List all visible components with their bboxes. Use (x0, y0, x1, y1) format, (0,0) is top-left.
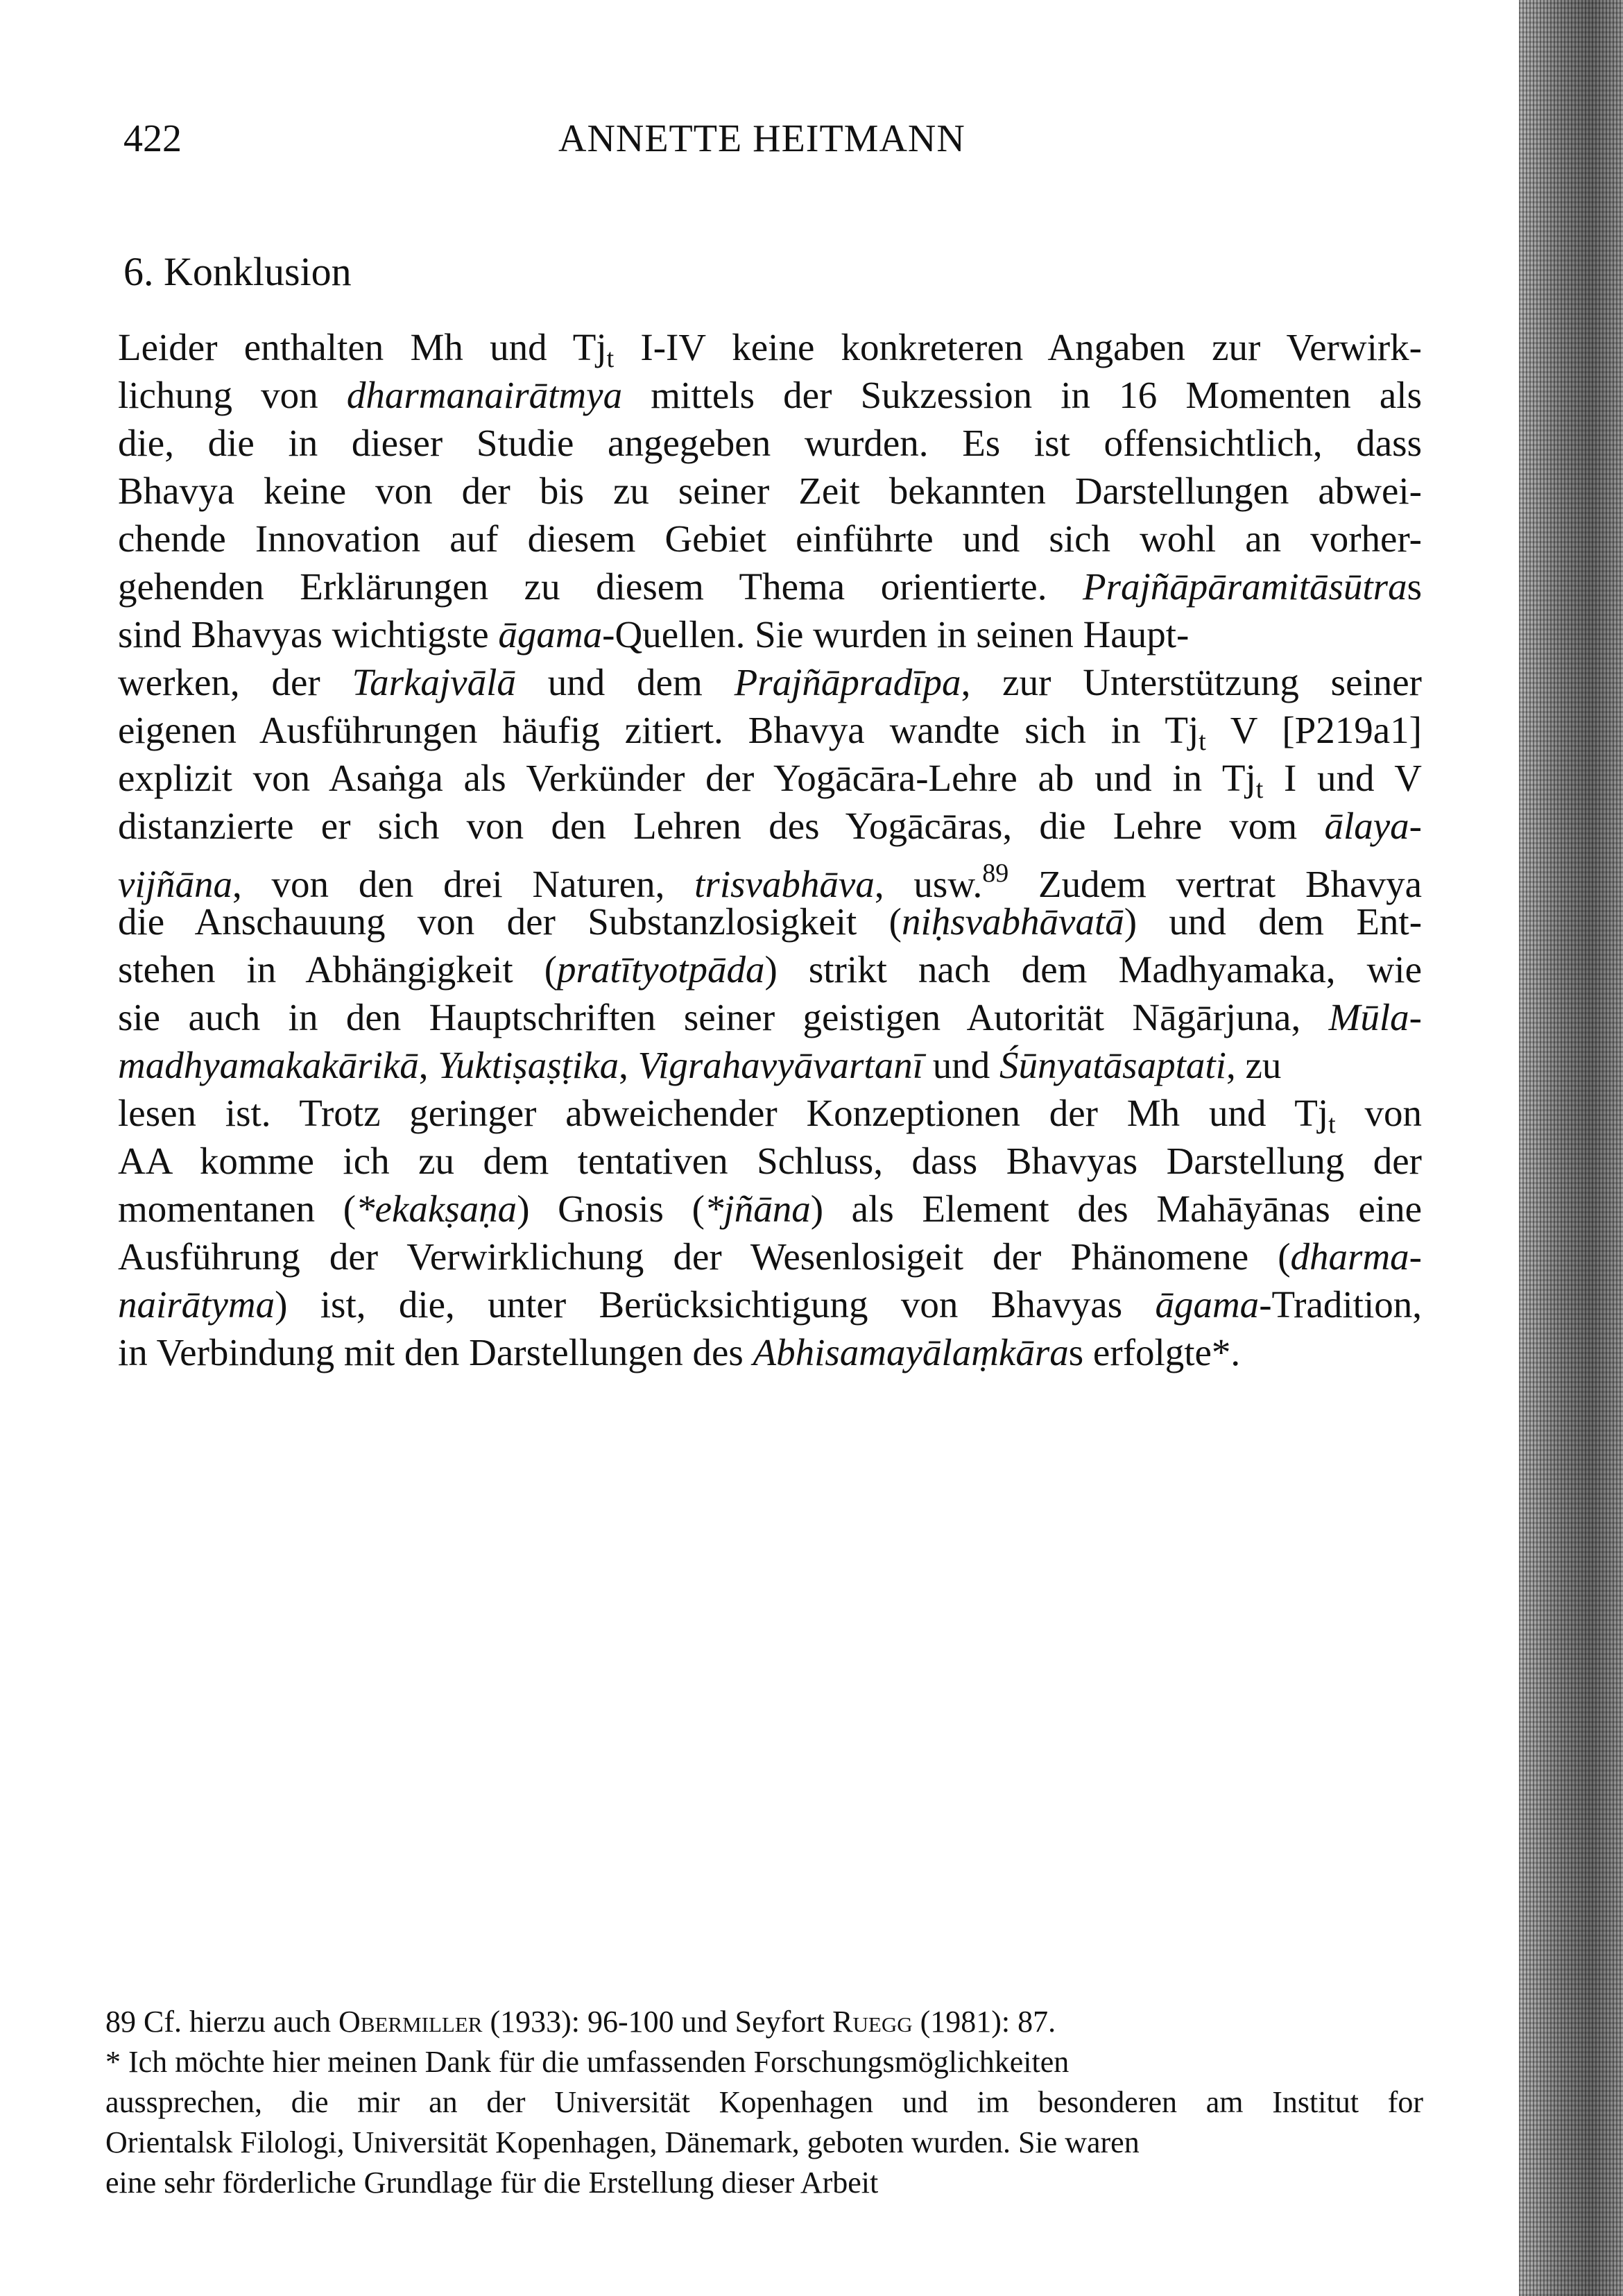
text-run: , (418, 1044, 438, 1086)
text-run: eigenen Ausführungen häufig zitiert. Bhavya wandte sich in Tj (118, 709, 1199, 751)
text-run: sie auch in den Hauptschriften seiner geistigen Autorität Nāgārjuna, (118, 996, 1329, 1038)
italic-term: madhyamakakārikā (118, 1044, 419, 1086)
body-line (118, 802, 1422, 850)
footnote-line (105, 2082, 1423, 2123)
text-run: stehen in Abhängigkeit ( (118, 948, 558, 991)
text-run: I und V (1263, 757, 1422, 799)
section-heading: 6. Konklusion (123, 249, 352, 294)
italic-term: dharmanairātmya (346, 374, 623, 416)
italic-term: ālaya- (1324, 805, 1422, 847)
text-run: Orientalsk Filologi, Universität Kopenhagen, Dänemark, geboten wurden. Sie waren (105, 2125, 1140, 2159)
author-name: Ruegg (832, 2005, 913, 2039)
footnote-reference: 89 (982, 859, 1009, 888)
footnotes (105, 2002, 1423, 2203)
text-run: Bhavya keine von der bis zu seiner Zeit bekannten Darstellungen abwei- (118, 470, 1422, 512)
body-line (118, 1280, 1422, 1328)
italic-term: Abhisamayālaṃkāra (753, 1331, 1069, 1373)
italic-term: nairātyma (118, 1283, 275, 1326)
subscript: t (606, 344, 615, 373)
footnote-line (105, 2163, 1423, 2203)
subscript: t (1328, 1110, 1336, 1139)
text-run: * Ich möchte hier meinen Dank für die umfassenden Forschungsmöglichkeiten (105, 2045, 1070, 2079)
author-name: Obermiller (338, 2005, 483, 2039)
text-run: aussprechen, die mir an der Universität Kopenhagen und im besonderen am Institut for (105, 2085, 1423, 2119)
body-line (118, 993, 1422, 1041)
body-line (118, 1233, 1422, 1280)
italic-term: Śūnyatāsaptati (999, 1044, 1226, 1086)
italic-term: niḥsvabhāvatā (901, 900, 1124, 943)
body-paragraph (118, 323, 1422, 1376)
text-run: ) ist, die, unter Berücksichtigung von Bhavyas (275, 1283, 1156, 1326)
running-title: ANNETTE HEITMANN (558, 117, 965, 160)
body-line (118, 371, 1422, 419)
text-run: die, die in dieser Studie angegeben wurden. Es ist offensichtlich, dass (118, 422, 1422, 464)
body-line (118, 754, 1422, 802)
body-line (118, 850, 1422, 905)
text-run: V [P219a1] (1205, 709, 1422, 751)
text-run: , zu (1226, 1044, 1282, 1086)
text-run: ) als Element des Mahāyānas eine (810, 1188, 1422, 1230)
body-line (118, 1041, 1422, 1089)
text-run: werken, der (118, 661, 352, 703)
italic-term: trisvabhāva (694, 863, 875, 905)
body-line (118, 1328, 1422, 1376)
body-line (118, 610, 1422, 658)
italic-term: Tarkajvālā (352, 661, 516, 703)
italic-term: dharma- (1290, 1235, 1422, 1278)
text-run: und (922, 1044, 999, 1086)
body-line (118, 1185, 1422, 1233)
text-run: , zur Unterstützung seiner (961, 661, 1422, 703)
text-run: lesen ist. Trotz geringer abweichender Konzeptionen der Mh und Tj (118, 1092, 1329, 1134)
running-head (123, 111, 1427, 166)
text-run: ) und dem Ent- (1124, 900, 1423, 943)
body-line (118, 323, 1422, 371)
text-run: AA komme ich zu dem tentativen Schluss, dass Bhavyas Darstellung der (118, 1140, 1422, 1182)
text-run: lichung von (118, 374, 347, 416)
body-line (118, 419, 1422, 467)
text-run: ) Gnosis ( (517, 1188, 705, 1230)
italic-term: Mūla- (1328, 996, 1422, 1038)
text-run: -Quellen. Sie wurden in seinen Haupt- (602, 613, 1190, 656)
text-run: chende Innovation auf diesem Gebiet einführte und sich wohl an vorher- (118, 517, 1422, 560)
text-run: Leider enthalten Mh und Tj (118, 326, 607, 368)
italic-term: *ekakṣaṇa (356, 1188, 517, 1230)
footnote-line (105, 2002, 1423, 2042)
italic-term: āgama (1155, 1283, 1260, 1326)
footnote-line (105, 2042, 1423, 2082)
italic-term: vijñāna (118, 863, 232, 905)
footnote-line (105, 2123, 1423, 2163)
text-run: und dem (515, 661, 735, 703)
text-run: I-IV keine konkreteren Angaben zur Verwirk- (614, 326, 1422, 368)
italic-term: Vigrahavyāvartanī (637, 1044, 923, 1086)
text-run: die Anschauung von der Substanzlosigkeit ( (118, 900, 902, 943)
text-run: (1933): 96-100 und Seyfort (482, 2005, 833, 2039)
text-run: momentanen ( (118, 1188, 357, 1230)
italic-term: pratītyotpāda (557, 948, 765, 991)
body-line (118, 706, 1422, 754)
text-run: , von den drei Naturen, (232, 863, 695, 905)
body-line (118, 1089, 1422, 1137)
text-run: sind Bhavyas wichtigste (118, 613, 499, 656)
body-line (118, 945, 1422, 993)
text-run: gehenden Erklärungen zu diesem Thema orientierte. (118, 565, 1083, 608)
scanned-page-edge (1519, 0, 1623, 2296)
italic-term: *jñāna (704, 1188, 811, 1230)
body-line (118, 658, 1422, 706)
body-line (118, 1137, 1422, 1185)
text-run: s (1407, 565, 1422, 608)
text-run: ) strikt nach dem Madhyamaka, wie (764, 948, 1422, 991)
text-run: s erfolgte*. (1068, 1331, 1241, 1373)
body-line (118, 515, 1422, 563)
text-run: eine sehr förderliche Grundlage für die Erstellung dieser Arbeit (105, 2166, 879, 2200)
italic-term: Prajñāpāramitāsūtra (1083, 565, 1407, 608)
body-line (118, 563, 1422, 610)
text-run: Ausführung der Verwirklichung der Wesenlosigeit der Phänomene ( (118, 1235, 1291, 1278)
italic-term: āgama (498, 613, 603, 656)
italic-term: Yuktiṣaṣṭika (438, 1044, 619, 1086)
body-line (118, 898, 1422, 945)
text-run: (1981): 87. (912, 2005, 1056, 2039)
subscript: t (1255, 775, 1264, 804)
text-run: , usw. (874, 863, 983, 905)
text-run: Zudem vertrat Bhavya (1008, 863, 1422, 905)
italic-term: Prajñāpradīpa (734, 661, 961, 703)
text-run: , (619, 1044, 638, 1086)
text-run: von (1335, 1092, 1422, 1134)
text-run: -Tradition, (1259, 1283, 1422, 1326)
text-run: explizit von Asaṅga als Verkünder der Yogācāra-Lehre ab und in Tj (118, 757, 1256, 799)
text-run: 89 Cf. hierzu auch (105, 2005, 338, 2039)
subscript: t (1199, 727, 1206, 756)
text-run: mittels der Sukzession in 16 Momenten als (622, 374, 1422, 416)
text-run: in Verbindung mit den Darstellungen des (118, 1331, 753, 1373)
text-run: distanzierte er sich von den Lehren des Yogācāras, die Lehre vom (118, 805, 1325, 847)
body-line (118, 467, 1422, 515)
page-number: 422 (123, 117, 182, 160)
